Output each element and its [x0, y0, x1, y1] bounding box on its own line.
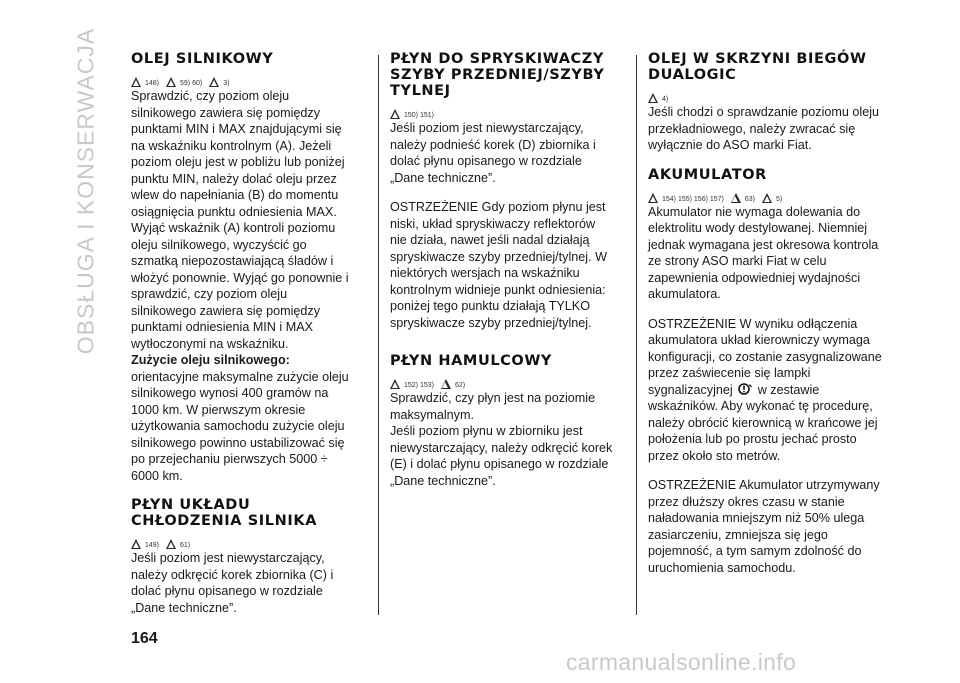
warning-triangle-icon [648, 93, 658, 103]
paragraph-brake-fluid-1: Sprawdzić, czy płyn jest na poziomie maksymalnym. [390, 391, 596, 422]
paragraph-coolant: Jeśli poziom jest niewystarczający, należy odkręcić korek zbiornika (C) i dolać płynu opisanego w rozdziale „Dane techniczne”. [131, 551, 334, 615]
subheading-oil-consumption: Zużycie oleju silnikowego: [131, 353, 290, 367]
warning-triangle-icon [648, 193, 658, 203]
reference-numbers: 62) [454, 382, 466, 389]
references-engine-oil [131, 68, 351, 87]
warning-triangle-icon [441, 379, 451, 389]
column-2 [390, 51, 615, 489]
warning-triangle-icon [209, 77, 219, 87]
warning-text-part-2: w zestawie wskaźników. Aby wykonać tę procedurę, należy obrócić kierownicą w krańcowe jej położenia lub po prostu jechać prosto przez około sto metrów. [648, 382, 878, 463]
reference-numbers: 61) [180, 542, 191, 549]
heading-gearbox-oil: OLEJ W SKRZYNI BIEGÓW DUALOGIC [648, 51, 867, 83]
paragraph-washer-warning: OSTRZEŻENIE Gdy poziom płynu jest niski, układ spryskiwaczy reflektorów nie działa, nawet jeśli nadal działają spryskiwacze szyby przedniej/tylnej. W niektórych wersjach na wskaźniku kontrolnym widnieje punkt odniesienia: poniżej tego punktu działają TYLKO spryskiwacze szyby przedniej/tylnej. [390, 200, 607, 330]
references-gearbox-oil [648, 84, 883, 103]
warning-triangle-icon [166, 539, 176, 549]
heading-washer-fluid: PŁYN DO SPRYSKIWACZY SZYBY PRZEDNIEJ/SZYBY TYLNEJ [390, 51, 605, 99]
references-washer-fluid [390, 100, 615, 119]
heading-brake-fluid: PŁYN HAMULCOWY [390, 353, 553, 369]
paragraph-engine-oil: Sprawdzić, czy poziom oleju silnikowego zawiera się pomiędzy punktami MIN i MAX znajdującymi się na wskaźniku kontrolnym (A). Jeżeli poziom oleju jest w pobliżu lub poniżej punktu MIN, należy dolać oleju przez wlew do napełniania (B) do momentu osiągnięcia punktu odniesienia MAX. Wyjąć wskaźnik (A) kontroli poziomu oleju silnikowego, wyczyścić go szmatką niepozostawiającą śladów i włożyć ponownie. Wyjąć go ponownie i sprawdzić, czy poziom oleju silnikowego zawiera się pomiędzy punktami odniesienia MIN i MAX wytłoczonymi na wskaźniku. [131, 89, 349, 351]
warning-triangle-icon [390, 109, 400, 119]
warning-triangle-icon [131, 539, 141, 549]
heading-coolant: PŁYN UKŁADU CHŁODZENIA SILNIKA [131, 497, 318, 529]
reference-numbers: 63) [744, 195, 756, 203]
paragraph-battery: Akumulator nie wymaga dolewania do elektrolitu wody destylowanej. Niemniej jednak wymagana jest okresowa kontrola ze strony ASO marki Fiat w celu zapewnienia odpowiedniej wydajności akumulatora. [648, 204, 879, 301]
column-1 [131, 51, 351, 616]
warning-triangle-icon [131, 77, 141, 87]
column-divider [378, 55, 379, 615]
references-brake-fluid [390, 370, 615, 389]
reference-numbers: 148) [145, 80, 160, 87]
section-side-tab-label: OBSŁUGA I KONSERWACJA [72, 27, 99, 355]
heading-battery: AKUMULATOR [648, 166, 767, 183]
paragraph-oil-consumption: orientacyjne maksymalne zużycie oleju silnikowego wynosi 400 gramów na 1000 km. W pierwszym okresie użytkowania samochodu zużycie oleju silnikowego powinno ustabilizować się po przejechaniu pierwszych 5000 ÷ 6000 km. [131, 369, 349, 483]
heading-engine-oil: OLEJ SILNIKOWY [131, 51, 274, 67]
warning-triangle-icon [731, 193, 741, 203]
paragraph-battery-warning-1 [648, 316, 883, 465]
paragraph-battery-warning-2: OSTRZEŻENIE Akumulator utrzymywany przez dłuższy okres czasu w stanie naładowania mniejszym niż 50% ulega zasiarczeniu, zmniejsza się jego pojemność, a tym samym zdolność do uruchomienia samochodu. [648, 478, 880, 575]
steering-warning-icon [738, 383, 752, 395]
reference-numbers: 59) 60) [180, 80, 203, 87]
paragraph-washer-fluid: Jeśli poziom jest niewystarczający, należy podnieść korek (D) zbiornika i dolać płynu opisanego w rozdziale „Dane techniczne”. [390, 121, 596, 185]
section-side-tab [66, 27, 106, 355]
warning-text-part-1: OSTRZEŻENIE W wyniku odłączenia akumulatora układ kierowniczy wymaga konfiguracji, co zostanie zasygnalizowane przez zaświecenie się lampki sygnalizacyjnej [648, 316, 882, 397]
watermark: carmanualsonline.info [566, 649, 797, 675]
reference-numbers: 5) [776, 195, 783, 203]
reference-numbers: 3) [223, 80, 230, 87]
reference-numbers: 150) 151) [404, 112, 434, 119]
column-3 [648, 51, 883, 576]
warning-triangle-icon [390, 379, 400, 389]
reference-numbers: 154) 155) 156) 157) [662, 195, 724, 203]
reference-numbers: 152) 153) [404, 382, 434, 389]
warning-triangle-icon [762, 193, 772, 203]
page-number: 164 [131, 630, 158, 647]
paragraph-gearbox-oil: Jeśli chodzi o sprawdzanie poziomu oleju przekładniowego, należy zwracać się wyłącznie do ASO marki Fiat. [648, 105, 880, 152]
warning-triangle-icon [166, 77, 176, 87]
reference-numbers: 4) [662, 96, 669, 103]
column-divider [636, 55, 637, 615]
reference-numbers: 149) [145, 542, 160, 549]
references-battery [648, 184, 883, 203]
paragraph-brake-fluid-2: Jeśli poziom płynu w zbiorniku jest niewystarczający, należy odkręcić korek (E) i dolać płynu opisanego w rozdziale „Dane techniczne”. [390, 424, 613, 488]
references-coolant [131, 530, 351, 549]
